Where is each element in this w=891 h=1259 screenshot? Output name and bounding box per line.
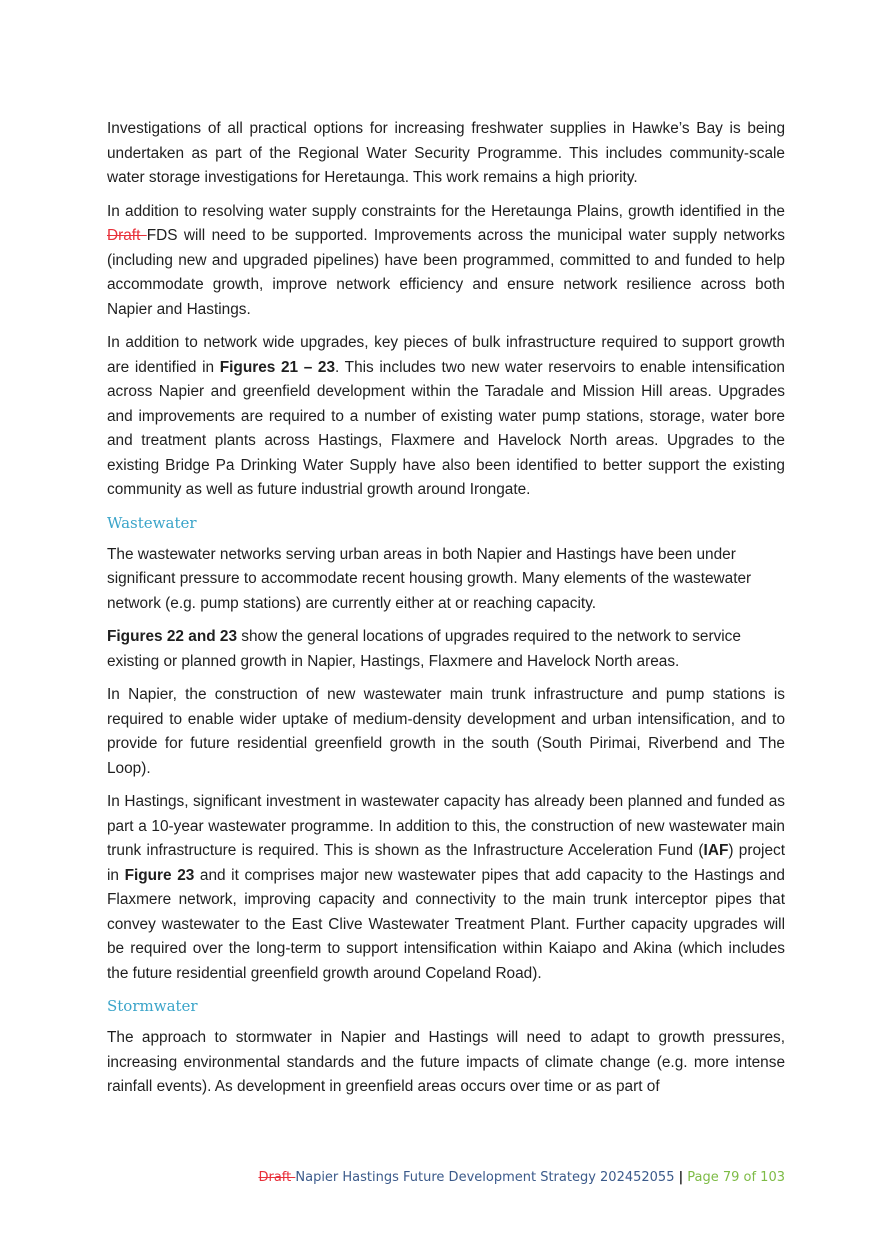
- strikethrough-draft: Draft: [107, 227, 147, 244]
- footer-strikethrough-draft: Draft: [258, 1170, 296, 1185]
- text-span: ) project in: [107, 842, 785, 884]
- paragraph-napier-wastewater: In Napier, the construction of new wastewater main trunk infrastructure and pump stations is required to enable wider uptake of medium-density development and urban intensification, and to provide for future residential greenfield growth in the south (South Pirimai, Riverbend and The Loop).: [107, 686, 785, 777]
- document-body: [107, 117, 785, 1109]
- figure-reference: Figures 22 and 23: [107, 628, 238, 645]
- paragraph-hastings-wastewater: [107, 790, 785, 986]
- footer-separator: |: [678, 1170, 684, 1185]
- text-span: In addition to network wide upgrades, key pieces of bulk infrastructure required to support growth are identified in: [107, 334, 785, 376]
- page-footer: [258, 1170, 785, 1185]
- figure-reference: Figure 23: [124, 866, 195, 884]
- figure-reference: Figures 21 – 23: [219, 358, 336, 376]
- text-span: . This includes two new water reservoirs to enable intensification across Napier and greenfield development within the Taradale and Mission Hill areas. Upgrades and improvements are required to a number of existing water pump stations, storage, water bore and treatment plants across Hastings, Flaxmere and Havelock North areas. Upgrades to the existing Bridge Pa Drinking Water Supply have also been identified to better support the existing community as well as future industrial growth around Irongate.: [107, 358, 785, 498]
- heading-stormwater: Stormwater: [107, 997, 198, 1015]
- paragraph-wastewater-networks: The wastewater networks serving urban areas in both Napier and Hastings have been under significant pressure to accommodate recent housing growth. Many elements of the wastewater network (e.g. pump stations) are currently either at or reaching capacity.: [107, 545, 752, 612]
- text-span: FDS will need to be supported. Improvements across the municipal water supply networks (including new and upgraded pipelines) have been programmed, committed to and funded to help accommodate growth, improve network efficiency and ensure network resilience across both Napier and Hastings.: [107, 227, 785, 318]
- text-span: In addition to resolving water supply constraints for the Heretaunga Plains, growth identified in the: [107, 202, 785, 220]
- paragraph-water-supply-constraints: [107, 200, 785, 323]
- text-span: In Hastings, significant investment in wastewater capacity has already been planned and funded as part a 10-year wastewater programme. In addition to this, the construction of new wastewater main trunk infrastructure is required. This is shown as the Infrastructure Acceleration Fund (: [107, 793, 785, 859]
- paragraph-stormwater-approach: The approach to stormwater in Napier and Hastings will need to adapt to growth pressures, increasing environmental standards and the future impacts of climate change (e.g. more intense rainfall events). As development in greenfield areas occurs over time or as part of: [107, 1029, 785, 1095]
- paragraph-figures-upgrades: [107, 625, 785, 674]
- paragraph-water-security: Investigations of all practical options for increasing freshwater supplies in Hawke’s Bay is being undertaken as part of the Regional Water Security Programme. This includes community-scale water storage investigations for Heretaunga. This work remains a high priority.: [107, 120, 785, 186]
- paragraph-bulk-infrastructure: [107, 331, 785, 503]
- footer-page-number: Page 79 of 103: [687, 1170, 785, 1185]
- footer-document-title: Napier Hastings Future Development Strategy 202452055: [295, 1170, 675, 1185]
- text-span: show the general locations of upgrades required to the network to service existing or planned growth in Napier, Hastings, Flaxmere and Havelock North areas.: [107, 628, 741, 670]
- iaf-acronym: IAF: [703, 842, 729, 859]
- heading-wastewater: Wastewater: [107, 513, 197, 532]
- text-span: and it comprises major new wastewater pipes that add capacity to the Hastings and Flaxmere network, improving capacity and connectivity to the main trunk interceptor pipes that convey wastewater to the East Clive Wastewater Treatment Plant. Further capacity upgrades will be required over the long-term to support intensification within Kaiapo and Akina (which includes the future residential greenfield growth around Copeland Road).: [107, 866, 785, 982]
